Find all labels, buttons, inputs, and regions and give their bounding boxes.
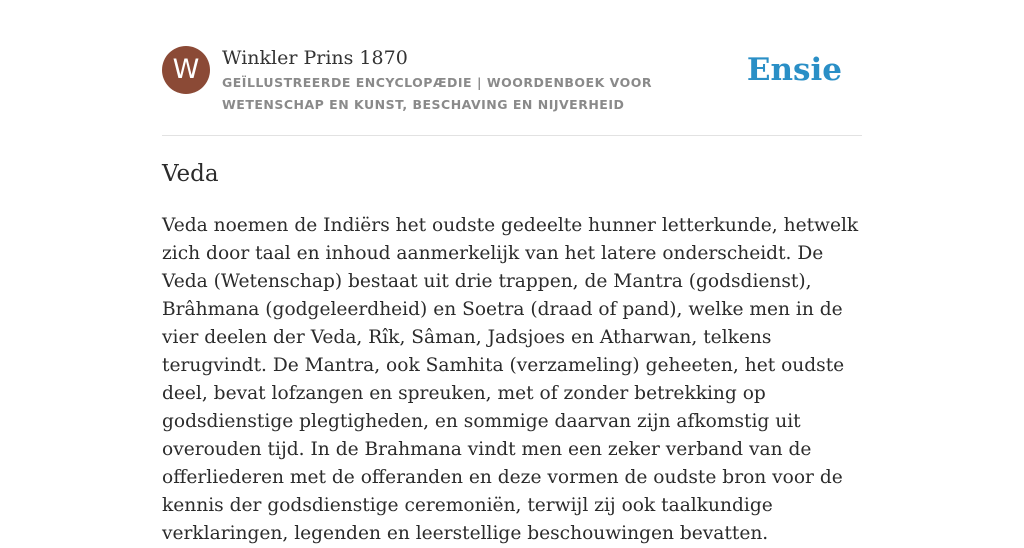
source-title[interactable]: Winkler Prins 1870 <box>222 47 408 69</box>
ensie-logo-link[interactable]: Ensie <box>746 52 842 88</box>
entry-body: Veda noemen de Indiërs het oudste gedeelte hunner letterkunde, hetwelk zich door taal en inhoud aanmerkelijk van het latere onderscheidt. De Veda (Wetenschap) bestaat uit drie trappen, de Mantra (godsdienst), Brâhmana (godgeleerdheid) en Soetra (draad of pand), welke men in de vier deelen der Veda, Rîk, Sâman, Jadsjoes en Atharwan, telkens terugvindt. De Mantra, ook Samhita (verzameling) geheeten, het oudste deel, bevat lofzangen en spreuken, met of zonder betrekking op godsdienstige plegtigheden, en sommige daarvan zijn afkomstig uit overouden tijd. In de Brahmana vindt men een zeker verband van de offerliederen met de offeranden en deze vormen de oudste bron voor de kennis der godsdienstige ceremoniën, terwijl zij ook taalkundige verklaringen, legenden en leerstellige beschouwingen bevatten. <box>162 215 859 544</box>
source-avatar[interactable]: W <box>162 46 210 94</box>
source-header <box>162 46 862 136</box>
header-divider <box>162 135 862 136</box>
source-subtitle: GEÏLLUSTREERDE ENCYCLOPÆDIE | WOORDENBOEK VOOR WETENSCHAP EN KUNST, BESCHAVING EN NIJVERHEID <box>222 75 652 112</box>
entry-title: Veda <box>162 161 219 187</box>
